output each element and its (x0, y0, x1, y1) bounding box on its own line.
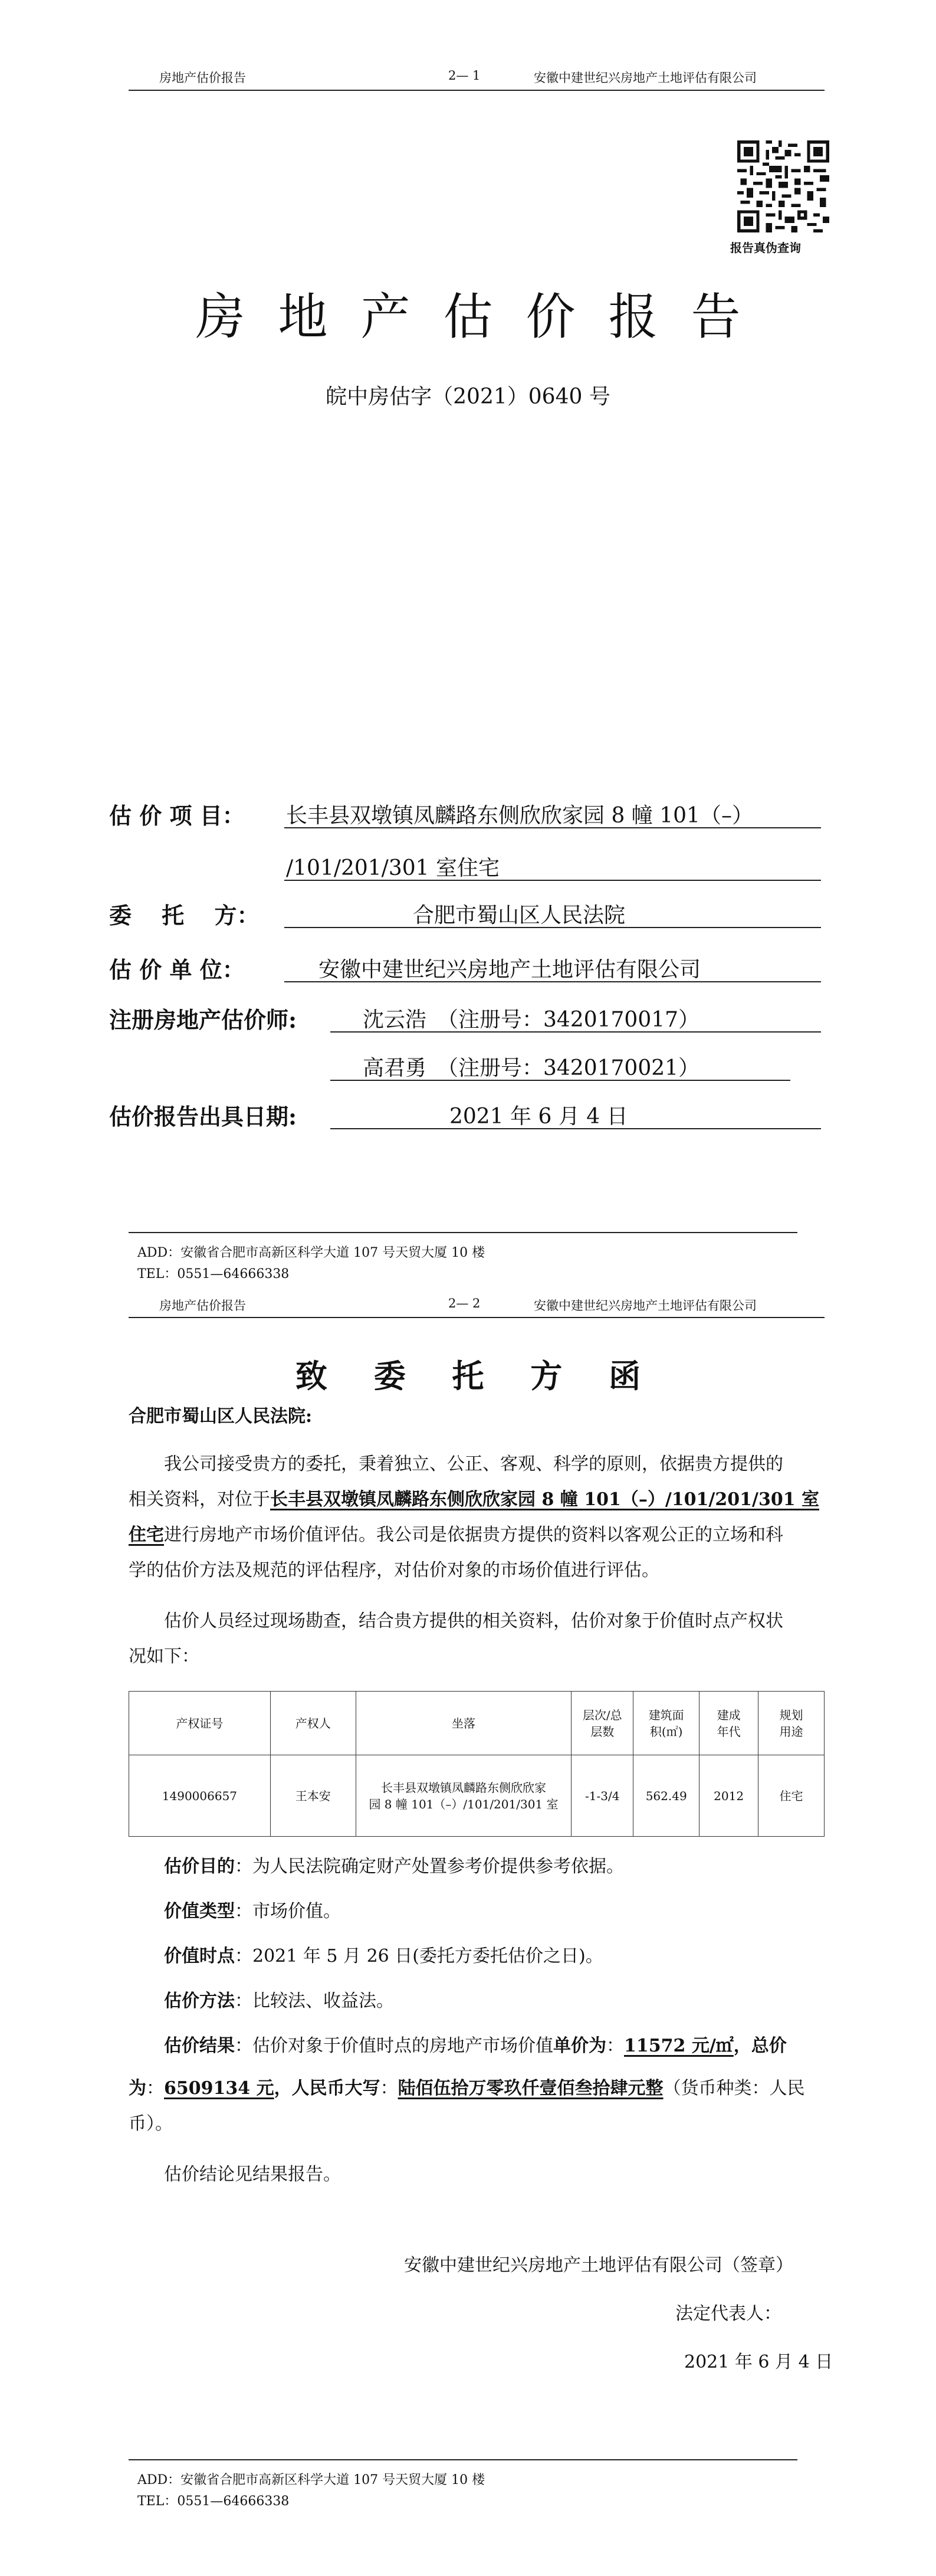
date-underline (330, 1128, 821, 1129)
para1-line3 (129, 1518, 783, 1553)
total-price: 6509134 元 (164, 2078, 274, 2099)
th-year-a: 建成 (717, 1707, 741, 1722)
date-value: 2021 年 6 月 4 日 (449, 1105, 628, 1129)
header-left: 房地产估价报告 (159, 1299, 246, 1313)
result-text-1: ：估价对象于价值时点的房地产市场价值 (235, 2036, 553, 2056)
report-number: 皖中房估字（2021）0640 号 (326, 385, 610, 409)
th-area-b: 积(㎡) (649, 1724, 683, 1739)
th-floors-b: 层数 (590, 1724, 615, 1739)
project-value-line2: /101/201/301 室住宅 (286, 856, 500, 880)
td-location-a: 长丰县双墩镇凤麟路东侧欣欣家 (380, 1780, 546, 1795)
td-year: 2012 (699, 1755, 758, 1837)
property-address: 长丰县双墩镇凤麟路东侧欣欣家园 8 幢 101（–）/101/201/301 室 (270, 1489, 820, 1510)
header-left: 房地产估价报告 (159, 71, 246, 85)
property-table (129, 1691, 825, 1837)
appraiser-underline-1 (330, 1031, 821, 1033)
property-use: 住宅 (129, 1525, 164, 1545)
method-label: 估价方法 (164, 1991, 235, 2011)
result-label: 估价结果 (164, 2036, 235, 2056)
th-cert: 产权证号 (129, 1692, 271, 1755)
para1-line2-text: 相关资料，对位于 (129, 1489, 270, 1510)
footer-tel: TEL：0551—64666338 (137, 1267, 290, 1282)
item-result-line1 (164, 2028, 787, 2064)
td-location (356, 1755, 572, 1837)
appraiser-2: 高君勇 （注册号：3420170021） (363, 1056, 700, 1080)
td-owner: 王本安 (270, 1755, 356, 1837)
signature-company: 安徽中建世纪兴房地产土地评估有限公司（签章） (404, 2255, 793, 2276)
letter-title: 致 委 托 方 函 (295, 1357, 659, 1395)
table-header-row (129, 1692, 825, 1755)
para2-line1: 估价人员经过现场勘查，结合贵方提供的相关资料，估价对象于价值时点产权状 (164, 1611, 783, 1631)
appraiser-1: 沈云浩 （注册号：3420170017） (363, 1008, 700, 1032)
unit-underline (284, 981, 821, 982)
total-price-chinese: 陆佰伍拾万零玖仟壹佰叁拾肆元整 (398, 2078, 664, 2099)
unit-label: 估 价 单 位： (109, 956, 245, 983)
report-title: 房地产估价报告 (195, 288, 774, 346)
para1-line4: 学的估价方法及规范的评估程序，对估价对象的市场价值进行评估。 (129, 1560, 659, 1581)
legal-representative: 法定代表人： (675, 2303, 781, 2324)
td-cert: 1490006657 (129, 1755, 271, 1837)
td-use: 住宅 (758, 1755, 825, 1837)
date-label: 估价报告出具日期: (109, 1103, 297, 1130)
client-underline (284, 927, 821, 928)
time-label: 价值时点 (164, 1946, 235, 1967)
para2-line2: 况如下： (129, 1646, 199, 1667)
item-value-time (164, 1939, 603, 1974)
item-method (164, 1984, 394, 2019)
result-text-3: ： (606, 2036, 624, 2056)
footer-address: ADD：安徽省合肥市高新区科学大道 107 号天贸大厦 10 楼 (137, 1246, 485, 1260)
item-result-line3: 币）。 (129, 2113, 173, 2134)
header-rule (129, 1317, 825, 1318)
appraiser-label: 注册房地产估价师: (109, 1007, 297, 1033)
header-right: 安徽中建世纪兴房地产土地评估有限公司 (534, 1299, 757, 1313)
signature-date: 2021 年 6 月 4 日 (684, 2352, 833, 2372)
conclusion: 估价结论见结果报告。 (164, 2164, 341, 2185)
para1-line3-text: 进行房地产市场价值评估。我公司是依据贵方提供的资料以客观公正的立场和科 (164, 1525, 783, 1545)
result-text-8: ： (380, 2078, 398, 2099)
purpose-label: 估价目的 (164, 1856, 235, 1877)
para1-line2 (129, 1482, 819, 1518)
result-text-2: 单价为 (553, 2036, 606, 2056)
th-use (758, 1692, 825, 1755)
header-rule (129, 90, 825, 91)
item-result-line2 (129, 2071, 805, 2106)
td-floors: -1-3/4 (572, 1755, 633, 1837)
salutation: 合肥市蜀山区人民法院: (129, 1406, 313, 1427)
th-location: 坐落 (356, 1692, 572, 1755)
client-label: 委 托 方： (109, 902, 260, 929)
qr-caption: 报告真伪查询 (730, 241, 801, 255)
table-row (129, 1755, 825, 1837)
para1-line1: 我公司接受贵方的委托，秉着独立、公正、客观、科学的原则，依据贵方提供的 (164, 1454, 783, 1474)
purpose-text: ：为人民法院确定财产处置参考价提供参考依据。 (235, 1856, 624, 1877)
project-underline-1 (284, 827, 821, 828)
qr-code-icon[interactable] (737, 140, 829, 232)
td-area: 562.49 (633, 1755, 699, 1837)
type-text: ：市场价值。 (235, 1901, 341, 1922)
header-page-number: 2— 1 (448, 68, 481, 83)
th-use-b: 用途 (779, 1724, 803, 1739)
th-year-b: 年代 (717, 1724, 741, 1739)
project-underline-2 (284, 880, 821, 881)
result-text-7: ，人民币大写 (274, 2078, 380, 2099)
th-owner: 产权人 (270, 1692, 356, 1755)
result-text-5: 为 (129, 2078, 146, 2099)
td-location-b: 园 8 幢 101（–）/101/201/301 室 (369, 1797, 559, 1811)
result-text-9: （货币种类：人民 (663, 2078, 805, 2099)
type-label: 价值类型 (164, 1901, 235, 1922)
footer-rule (129, 2459, 797, 2460)
item-purpose (164, 1849, 624, 1885)
header-right: 安徽中建世纪兴房地产土地评估有限公司 (534, 71, 757, 85)
th-year (699, 1692, 758, 1755)
th-use-a: 规划 (779, 1707, 803, 1722)
footer-address: ADD：安徽省合肥市高新区科学大道 107 号天贸大厦 10 楼 (137, 2473, 485, 2487)
footer-tel: TEL：0551—64666338 (137, 2494, 290, 2509)
item-value-type (164, 1894, 341, 1929)
th-floors-a: 层次/总 (582, 1707, 622, 1722)
th-area (633, 1692, 699, 1755)
method-text: ：比较法、收益法。 (235, 1991, 394, 2011)
appraiser-underline-2 (330, 1080, 790, 1081)
project-value-line1: 长丰县双墩镇凤麟路东侧欣欣家园 8 幢 101（–） (286, 804, 753, 828)
time-text: ：2021 年 5 月 26 日(委托方委托估价之日)。 (235, 1946, 603, 1967)
unit-value: 安徽中建世纪兴房地产土地评估有限公司 (318, 958, 701, 982)
th-area-a: 建筑面 (648, 1707, 684, 1722)
result-text-6: ： (146, 2078, 164, 2099)
unit-price: 11572 元/㎡ (624, 2036, 734, 2056)
client-value: 合肥市蜀山区人民法院 (413, 903, 626, 928)
th-floors (572, 1692, 633, 1755)
project-label: 估 价 项 目： (109, 802, 245, 829)
result-text-4: ，总价 (733, 2036, 787, 2056)
footer-rule (129, 1232, 797, 1233)
header-page-number: 2— 2 (448, 1296, 481, 1310)
